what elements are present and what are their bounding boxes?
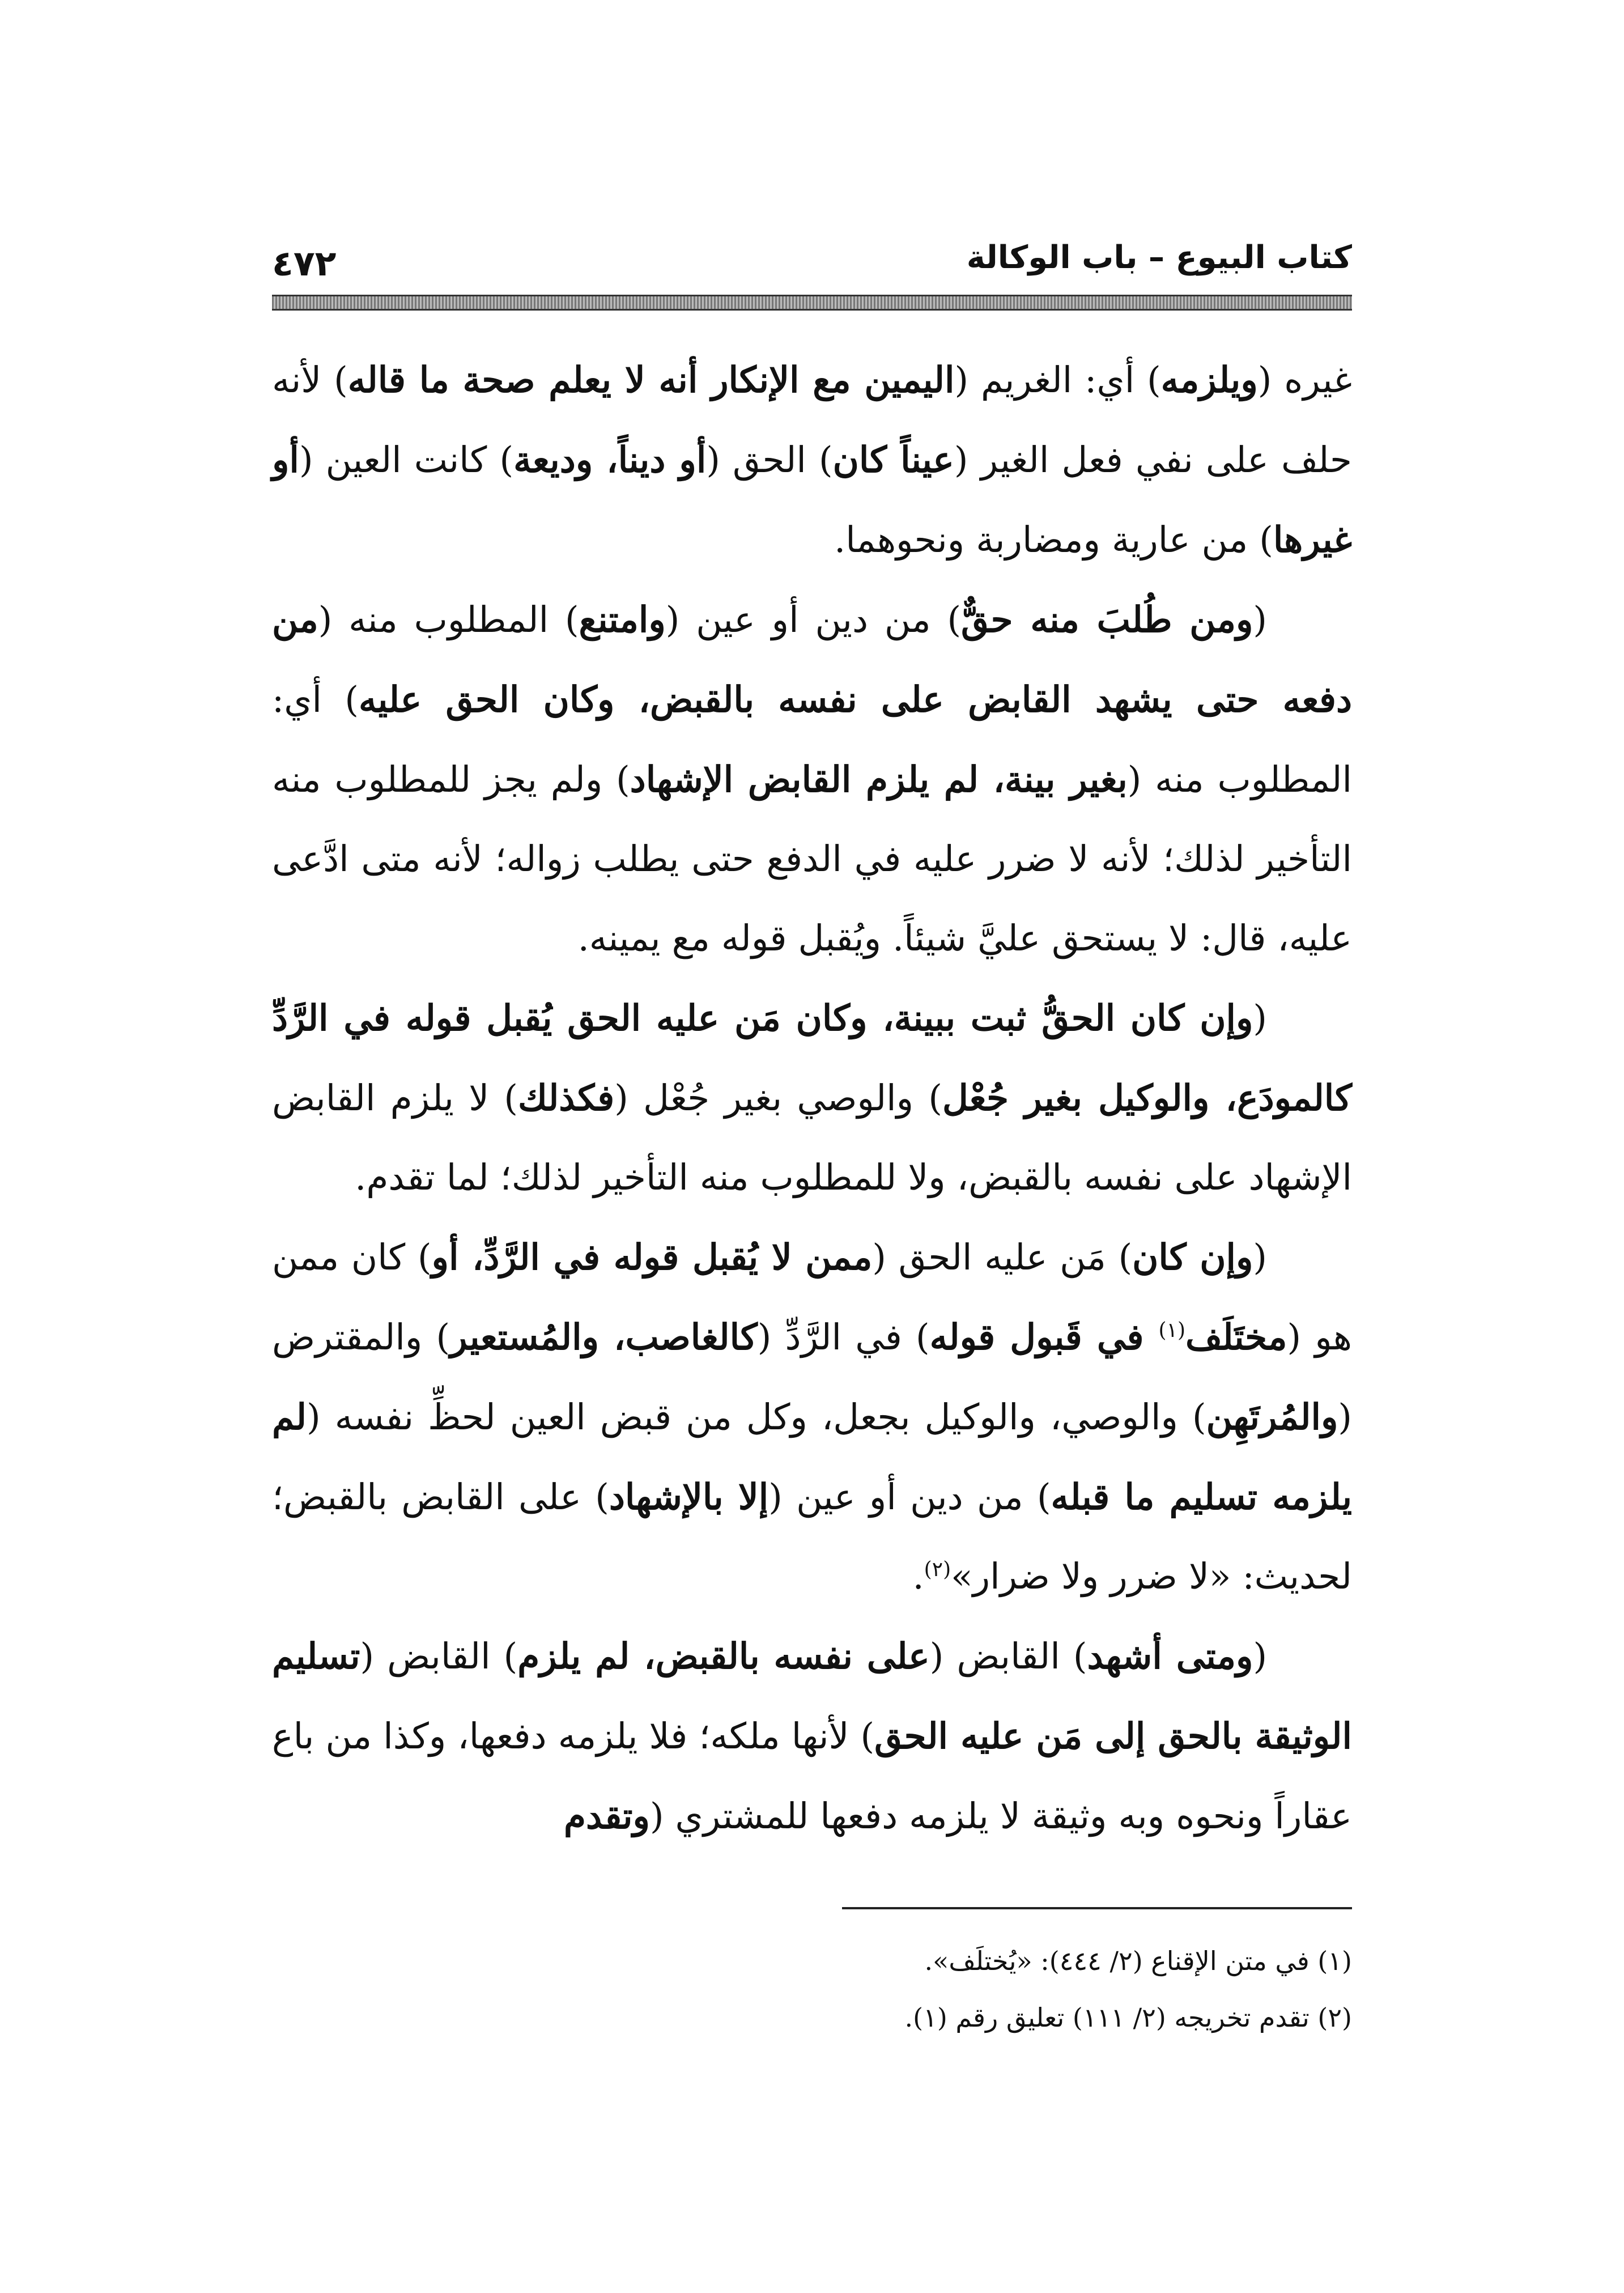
- page-header: [272, 232, 1352, 306]
- paragraph-1: غيره (ويلزمه) أي: الغريم (اليمين مع الإنكار أنه لا يعلم صحة ما قاله) لأنه حلف على نفي فعل الغير (عيناً كان) الحق (أو ديناً، وديعة) كانت العين (أو غيرها) من عارية ومضاربة ونحوهما.: [272, 359, 1352, 560]
- footnote-ref-2[interactable]: (٢): [924, 1558, 951, 1581]
- paragraph-4: (وإن كان) مَن عليه الحق (ممن لا يُقبل قوله في الرَّدِّ، أو) كان ممن هو (مختَلَف$^{(١)}$ في قَبول قوله) في الرَّدِّ (كالغاصب، والمُستعير) والمقترض (والمُرتَهِن) والوصي، والوكيل بجعل، وكل من قبض العين لحظِّ نفسه (لم يلزمه تسليم ما قبله) من دين أو عين (إلا بالإشهاد) على القابض بالقبض؛ لحديث: «لا ضرر ولا ضرار»$^{(٢)}$.: [272, 1236, 1353, 1597]
- paragraph-5: (ومتى أشهد) القابض (على نفسه بالقبض، لم يلزم) القابض (تسليم الوثيقة بالحق إلى مَن عليه الحق) لأنها ملكه؛ فلا يلزمه دفعها، وكذا من باع عقاراً ونحوه وبه وثيقة لا يلزمه دفعها للمشتري (وتقدم: [272, 1635, 1353, 1837]
- page-number: ٤٧٢: [272, 243, 337, 284]
- running-title: كتاب البيوع – باب الوكالة: [966, 239, 1352, 276]
- footnote-ref-1[interactable]: (١): [1158, 1319, 1185, 1342]
- main-text: [272, 340, 1352, 1856]
- header-rule: [272, 295, 1352, 311]
- footnotes: [272, 1933, 1352, 2046]
- paragraph-3: (وإن كان الحقُّ ثبت ببينة، وكان مَن عليه الحق يُقبل قوله في الرَّدِّ كالمودَع، والوكيل بغير جُعْل) والوصي بغير جُعْل (فكذلك) لا يلزم القابض الإشهاد على نفسه بالقبض، ولا للمطلوب منه التأخير لذلك؛ لما تقدم.: [272, 997, 1352, 1198]
- footnote-2: (٢) تقدم تخريجه (٢/ ١١١) تعليق رقم (١).: [904, 2002, 1352, 2033]
- footnote-separator: [842, 1907, 1352, 1909]
- footnote-1: (١) في متن الإقناع (٢/ ٤٤٤): «يُختلَف».: [924, 1946, 1352, 1976]
- paragraph-2: (ومن طُلبَ منه حقٌّ) من دين أو عين (وامتنع) المطلوب منه (من دفعه حتى يشهد القابض على نفسه بالقبض، وكان الحق عليه) أي: المطلوب منه (بغير بينة، لم يلزم القابض الإشهاد) ولم يجز للمطلوب منه التأخير لذلك؛ لأنه لا ضرر عليه في الدفع حتى يطلب زواله؛ لأنه متى ادَّعى عليه، قال: لا يستحق عليَّ شيئاً. ويُقبل قوله مع يمينه.: [272, 598, 1352, 959]
